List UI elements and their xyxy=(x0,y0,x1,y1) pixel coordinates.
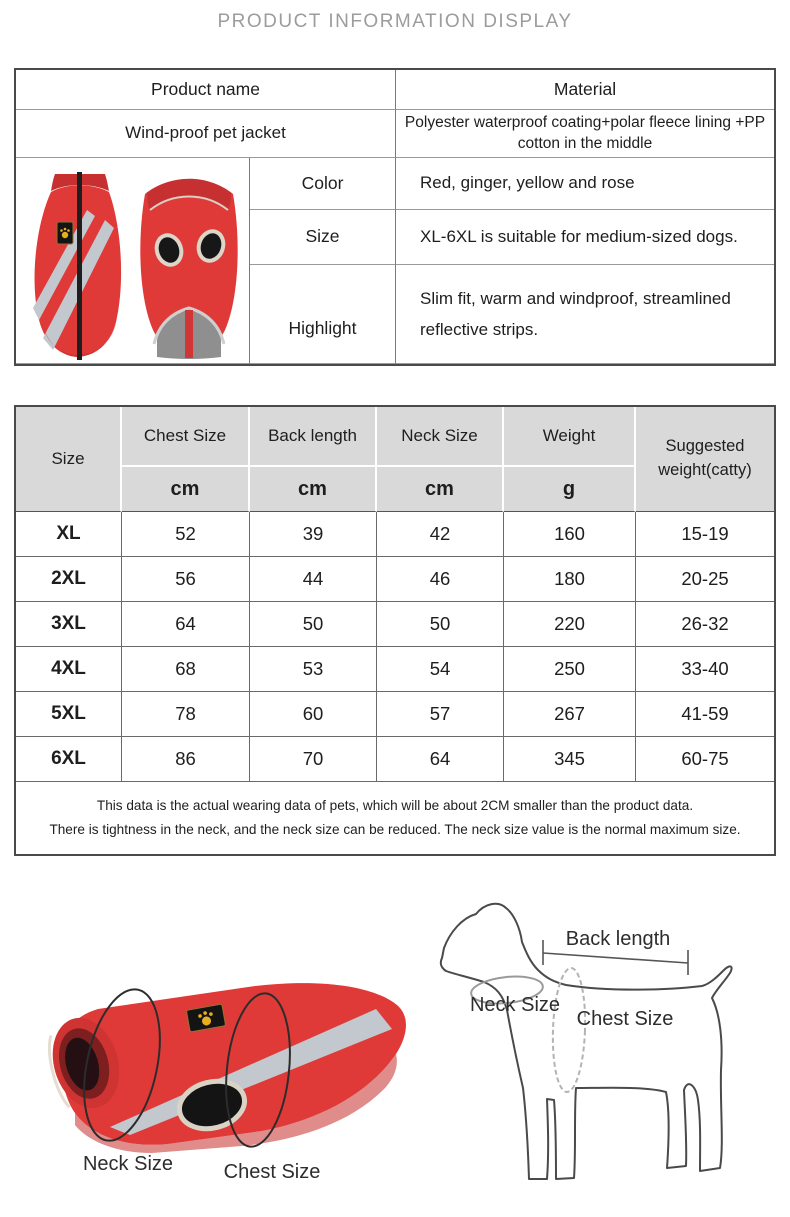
note-line-2: There is tightness in the neck, and the neck size can be reduced. The neck size value is the normal maximum size. xyxy=(49,822,741,837)
product-name-header: Product name xyxy=(16,70,396,110)
product-info-table xyxy=(14,68,776,366)
product-name-value: Wind-proof pet jacket xyxy=(16,110,396,158)
row-suggested-cell: 20-25 xyxy=(636,557,774,602)
row-neck-cell: 46 xyxy=(377,557,504,602)
jacket-measurement-photo xyxy=(0,975,420,1217)
header-suggested-weight: Suggested weight(catty) xyxy=(636,407,774,512)
size-value: XL-6XL is suitable for medium-sized dogs. xyxy=(396,210,774,265)
row-suggested-cell: 41-59 xyxy=(636,692,774,737)
row-suggested-cell: 26-32 xyxy=(636,602,774,647)
row-size-cell: 6XL xyxy=(16,737,122,782)
page-title: PRODUCT INFORMATION DISPLAY xyxy=(217,11,573,32)
product-photo xyxy=(16,158,250,364)
highlight-value: Slim fit, warm and windproof, streamlined reflective strips. xyxy=(396,265,774,364)
row-chest-cell: 86 xyxy=(122,737,250,782)
size-label: Size xyxy=(250,210,396,265)
row-back-cell: 50 xyxy=(250,602,377,647)
header-size: Size xyxy=(16,407,122,512)
row-neck-cell: 64 xyxy=(377,737,504,782)
row-chest-cell: 68 xyxy=(122,647,250,692)
row-weight-cell: 250 xyxy=(504,647,636,692)
diagram-neck-size-label: Neck Size xyxy=(469,994,561,1016)
row-weight-cell: 220 xyxy=(504,602,636,647)
unit-weight: g xyxy=(504,467,636,512)
row-size-cell: 4XL xyxy=(16,647,122,692)
row-back-cell: 60 xyxy=(250,692,377,737)
material-value: Polyester waterproof coating+polar fleece lining +PP cotton in the middle xyxy=(396,110,774,158)
jacket-top-view xyxy=(140,178,237,358)
row-neck-cell: 54 xyxy=(377,647,504,692)
color-label: Color xyxy=(250,158,396,210)
product-photo-illustration xyxy=(17,160,249,364)
header-chest: Chest Size xyxy=(122,407,250,467)
row-back-cell: 70 xyxy=(250,737,377,782)
row-chest-cell: 56 xyxy=(122,557,250,602)
paw-icon xyxy=(57,222,73,244)
jacket-measurement-illustration xyxy=(0,975,420,1217)
row-back-cell: 53 xyxy=(250,647,377,692)
header-back: Back length xyxy=(250,407,377,467)
header-neck: Neck Size xyxy=(377,407,504,467)
row-weight-cell: 160 xyxy=(504,512,636,557)
unit-chest: cm xyxy=(122,467,250,512)
row-neck-cell: 50 xyxy=(377,602,504,647)
row-chest-cell: 64 xyxy=(122,602,250,647)
row-neck-cell: 57 xyxy=(377,692,504,737)
row-suggested-cell: 60-75 xyxy=(636,737,774,782)
dog-measurement-diagram xyxy=(420,890,790,1217)
row-chest-cell: 78 xyxy=(122,692,250,737)
row-back-cell: 39 xyxy=(250,512,377,557)
row-back-cell: 44 xyxy=(250,557,377,602)
diagram-chest-size-label: Chest Size xyxy=(576,1008,674,1030)
row-size-cell: 3XL xyxy=(16,602,122,647)
unit-back: cm xyxy=(250,467,377,512)
diagram-back-length-label: Back length xyxy=(565,928,671,950)
row-weight-cell: 345 xyxy=(504,737,636,782)
color-value: Red, ginger, yellow and rose xyxy=(396,158,774,210)
row-suggested-cell: 15-19 xyxy=(636,512,774,557)
jacket-back-view xyxy=(33,172,121,360)
row-size-cell: 2XL xyxy=(16,557,122,602)
size-chart-note xyxy=(16,782,774,854)
unit-neck: cm xyxy=(377,467,504,512)
row-weight-cell: 267 xyxy=(504,692,636,737)
highlight-label: Highlight xyxy=(250,265,396,364)
row-size-cell: XL xyxy=(16,512,122,557)
row-size-cell: 5XL xyxy=(16,692,122,737)
header-weight: Weight xyxy=(504,407,636,467)
photo-neck-size-label: Neck Size xyxy=(82,1153,174,1175)
row-weight-cell: 180 xyxy=(504,557,636,602)
row-neck-cell: 42 xyxy=(377,512,504,557)
note-line-1: This data is the actual wearing data of pets, which will be about 2CM smaller than the product data. xyxy=(96,798,694,813)
row-suggested-cell: 33-40 xyxy=(636,647,774,692)
row-chest-cell: 52 xyxy=(122,512,250,557)
size-chart-table xyxy=(14,405,776,856)
photo-chest-size-label: Chest Size xyxy=(223,1161,321,1183)
material-header: Material xyxy=(396,70,774,110)
